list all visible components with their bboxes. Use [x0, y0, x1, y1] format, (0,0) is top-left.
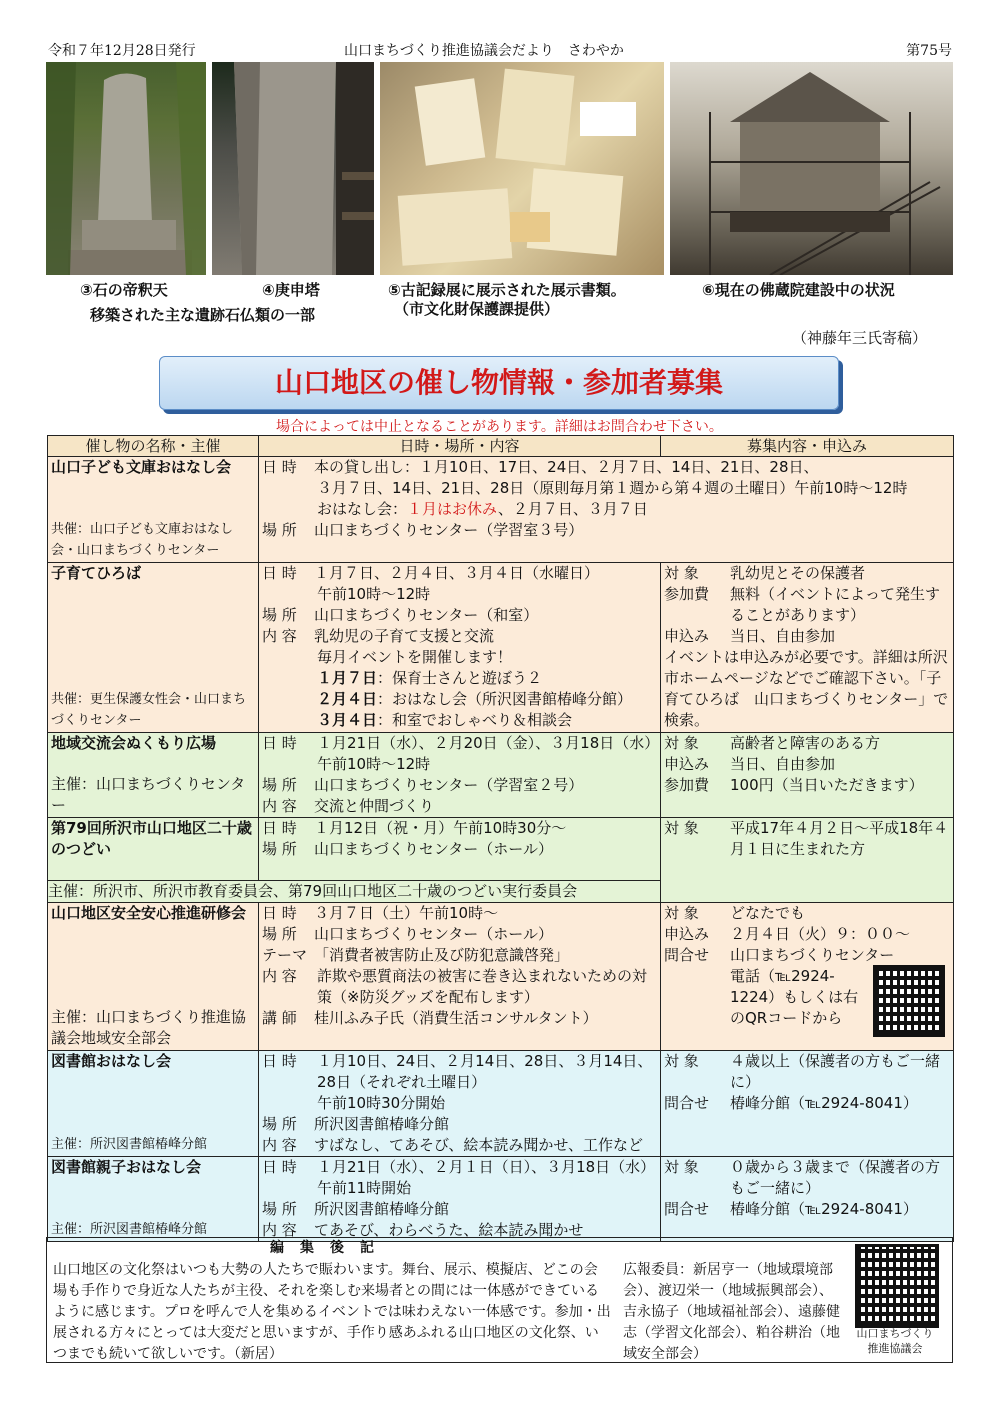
event-application-cell: 対 象 ０歳から３歳まで（保護者の方もご一緒に） 問合せ 椿峰分館（℡2924-8041）: [661, 1157, 954, 1242]
table-row: [48, 457, 954, 563]
event-detail-cell: 日 時 １月21日（水）、２月１日（日）、３月18日（水）午前11時開始 場 所 所沢図書館椿峰分館 内 容 てあそび、わらべうた、絵本読み聞かせ: [259, 1157, 661, 1242]
caption-4: ④庚申塔: [262, 281, 320, 299]
event-name-cell: [48, 903, 259, 1051]
event-detail-cell: 日 時 １月10日、24日、２月14日、28日、３月14日、28日（それぞれ土曜日） 午前10時30分開始 場 所 所沢図書館椿峰分館 内 容 すばなし、てあそび、絵本読み聞かせ、工作など: [259, 1051, 661, 1157]
editorial-members: 広報委員：新居亨一（地域環境部会）、渡辺栄一（地域振興部会）、吉永協子（地域福祉部会）、遠藤健志（学習文化部会）、粕谷耕治（地域安全部会）: [623, 1262, 840, 1362]
event-organizer: 共催：山口子ども文庫おはなし会・山口まちづくりセンター: [51, 522, 234, 558]
event-name-cell: [48, 1157, 259, 1242]
cancellation-notice: 場合によっては中止となることがあります。詳細はお問合わせ下さい。: [276, 419, 723, 435]
issue-date: 令和７年12月28日発行: [48, 43, 196, 59]
stone-statue-illustration: [46, 62, 206, 275]
header-datetime: 日時・場所・内容: [259, 436, 661, 457]
afterword-title: 編集後記: [270, 1240, 390, 1256]
photo-butsuzoin-construction: [670, 62, 953, 275]
table-row: [48, 818, 954, 881]
event-detail-cell: 日 時 １月12日（祝・月）午前10時30分～ 場 所 山口まちづくりセンター（ホール）: [259, 818, 661, 881]
event-name: 第79回所沢市山口地区二十歳のつどい: [51, 819, 252, 858]
stone-tower-illustration: [212, 62, 374, 275]
event-organizer: 主催：山口まちづくり推進協議会地域安全部会: [51, 1008, 246, 1047]
table-header-row: [48, 436, 954, 457]
newsletter-name: さわやか: [567, 43, 624, 59]
event-name: 子育てひろば: [51, 564, 142, 582]
afterword-body: 山口地区の文化祭はいつも大勢の人たちで賑わいます。舞台、展示、模擬店、どこの会場も手作りで身近な人たちが主役、それを楽しむ来場者との間には一体感ができているように感じます。プロを呼んで人を集めるイベントでは味わえない一体感です。参加・出展される方々にとっては大変だと思いますが、手作り感あふれる山口地区の文化祭、いつまでも続いて欲しいです。（新居）: [53, 1262, 611, 1362]
council-qr-code[interactable]: [855, 1244, 939, 1328]
caption-relics-group: 移築された主な遺跡石仏類の一部: [90, 306, 316, 324]
newsletter-org: 山口まちづくり推進協議会だより さわやか: [344, 43, 624, 59]
event-application-cell: 対 象 乳幼児とその保護者 参加費 無料（イベントによって発生することがあります） 申込み 当日、自由参加 イベントは申込みが必要です。詳細は所沢市ホームページなどでご確認下さい。「子育てひろば 山口まちづくりセンター」で検索。: [661, 563, 954, 733]
event-name-cell: [48, 563, 259, 733]
exhibit-documents-illustration: [380, 62, 664, 275]
event-name: 地域交流会ぬくもり広場: [51, 734, 217, 752]
event-organizer: 主催：所沢図書館椿峰分館: [51, 1137, 208, 1152]
construction-illustration: [670, 62, 953, 275]
event-application-cell: 対 象 どなたでも 申込み ２月４日（火）９：００～ 問合せ 山口まちづくりセンター 電話（℡2924-1224）もしくは右のQRコードから: [661, 903, 954, 1051]
event-application-cell: 対 象 ４歳以上（保護者の方もご一緒に） 問合せ 椿峰分館（℡2924-8041）: [661, 1051, 954, 1157]
header-application: 募集内容・申込み: [661, 436, 954, 457]
event-name-cell: [48, 457, 259, 563]
table-row: [48, 733, 954, 818]
table-row: [48, 1051, 954, 1157]
event-detail-cell: 日 時 １月21日（水）、２月20日（金）、３月18日（水）午前10時～12時 場 所 山口まちづくりセンター（学習室２号） 内 容 交流と仲間づくり: [259, 733, 661, 818]
photo-koshin-tower: [212, 62, 374, 275]
event-organizer: 主催：山口まちづくりセンター: [51, 775, 246, 814]
event-name: 山口地区安全安心推進研修会: [51, 904, 247, 922]
event-application-cell: 対 象 高齢者と障害のある方 申込み 当日、自由参加 参加費 100円（当日いただきます）: [661, 733, 954, 818]
event-application-cell: 対 象 平成17年４月２日～平成18年４月１日に生まれた方: [661, 818, 954, 903]
table-row: [48, 563, 954, 733]
event-name: 図書館おはなし会: [51, 1052, 172, 1070]
event-detail-cell: 日 時 ３月７日（土）午前10時～ 場 所 山口まちづくりセンター（ホール） テーマ 「消費者被害防止及び防犯意識啓発」 内 容 詐欺や悪質商法の被害に巻き込まれないための対策（※防災グッズを配布します） 講 師 桂川ふみ子氏（消費生活コンサルタント）: [259, 903, 661, 1051]
events-table: [47, 435, 954, 1242]
caption-5-line2: （市文化財保護課提供）: [394, 300, 560, 318]
photo-old-records-exhibit: [380, 62, 664, 275]
event-detail-cell: 日 時 １月７日、２月４日、３月４日（水曜日） 午前10時～12時 場 所 山口まちづくりセンター（和室） 内 容 乳幼児の子育て支援と交流 毎月イベントを開催します！ １月７日：保育士さんと遊ぼう２ ２月４日：おはなし会（所沢図書館椿峰分館） ３月４日：和室でおしゃべり＆相談会: [259, 563, 661, 733]
header-event-name: 催し物の名称・主催: [48, 436, 259, 457]
issue-number: 第75号: [906, 43, 952, 59]
photo-credit: （神藤年三氏寄稿）: [792, 329, 928, 347]
page-header: [48, 40, 952, 60]
editors-afterword: [46, 1237, 953, 1363]
event-detail-cell: 日 時 本の貸し出し：１月10日、17日、24日、２月７日、14日、21日、28日、 ３月７日、14日、21日、28日（原則毎月第１週から第４週の土曜日）午前10時～12時 おはなし会：１月はお休み、２月７日、３月７日 場 所 山口まちづくりセンター（学習室３号）: [259, 457, 954, 563]
caption-6: ⑥現在の佛蔵院建設中の状況: [702, 281, 895, 299]
table-row: [48, 1157, 954, 1242]
event-name-cell: [48, 733, 259, 818]
event-name: 山口子ども文庫おはなし会: [51, 458, 232, 476]
events-banner-title: 山口地区の催し物情報・参加者募集: [159, 356, 839, 410]
photo-stone-taishakuten: [46, 62, 206, 275]
table-row: [48, 903, 954, 1051]
event-organizer: 共催：更生保護女性会・山口まちづくりセンター: [51, 692, 247, 728]
event-name-cell: [48, 818, 259, 881]
qr-code[interactable]: [873, 965, 945, 1037]
qr-label: 山口まちづくり 推進協議会: [856, 1327, 934, 1355]
caption-5-line1: ⑤古記録展に展示された展示書類。: [388, 281, 626, 299]
event-organizer: 主催：所沢市、所沢市教育委員会、第79回山口地区二十歳のつどい実行委員会: [48, 881, 661, 903]
caption-3: ③石の帝釈天: [80, 281, 168, 299]
event-organizer: 主催：所沢図書館椿峰分館: [51, 1222, 208, 1237]
event-name-cell: [48, 1051, 259, 1157]
event-name: 図書館親子おはなし会: [51, 1158, 202, 1176]
